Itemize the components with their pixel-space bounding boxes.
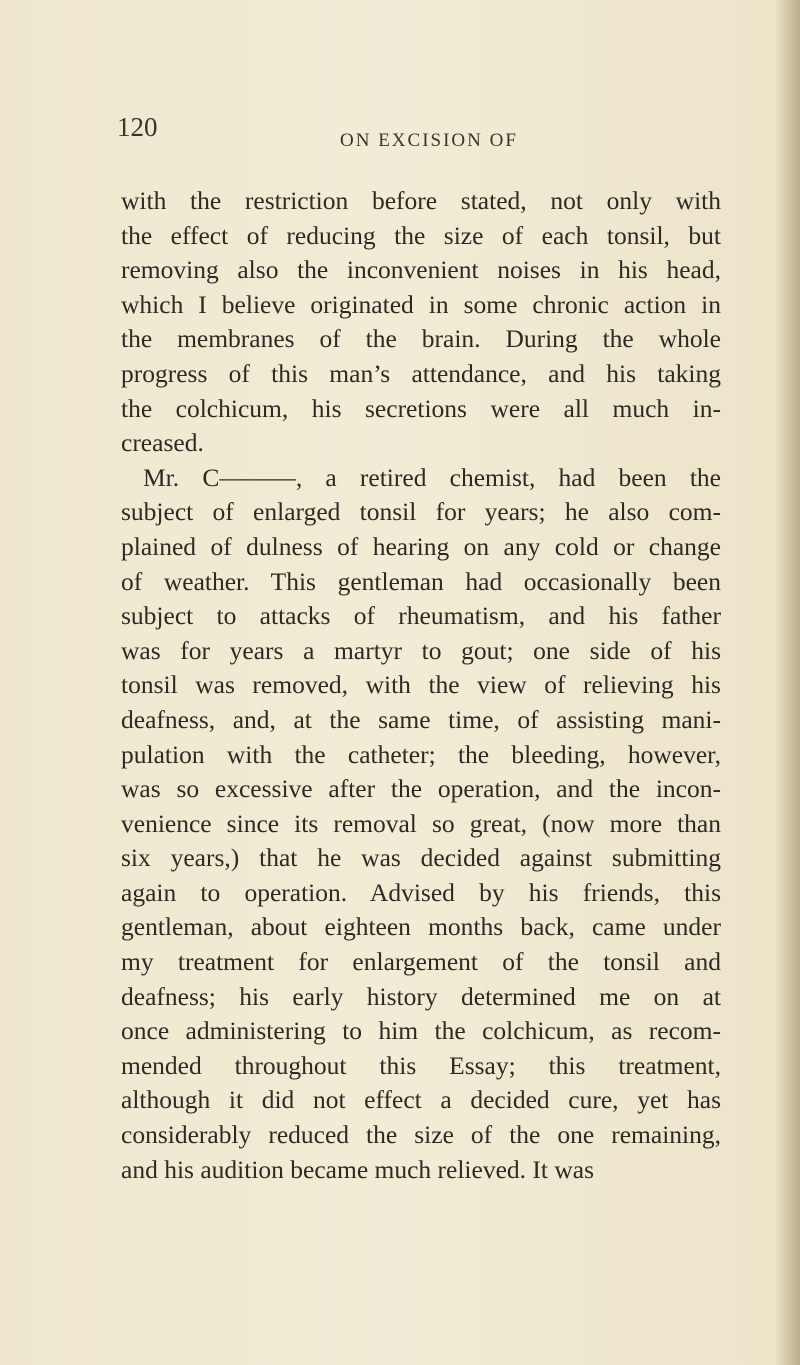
- text-line: again to operation. Advised by his friends, this: [121, 877, 721, 907]
- running-head: ON EXCISION OF: [340, 130, 518, 151]
- text-line: plained of dulness of hearing on any cold or change: [121, 531, 721, 561]
- text-line: Mr. C———, a retired chemist, had been the: [143, 462, 721, 492]
- text-line: the colchicum, his secretions were all much in-: [121, 393, 721, 423]
- text-line: once administering to him the colchicum, as recom-: [121, 1016, 721, 1046]
- text-line: six years,) that he was decided against submitting: [121, 843, 721, 873]
- text-line: my treatment for enlargement of the tonsil and: [121, 947, 721, 977]
- text-line: subject to attacks of rheumatism, and his father: [121, 601, 721, 631]
- text-line: venience since its removal so great, (now more than: [121, 808, 721, 838]
- text-line: was for years a martyr to gout; one side of his: [121, 635, 721, 665]
- text-line: tonsil was removed, with the view of relieving his: [121, 670, 721, 700]
- text-line: pulation with the catheter; the bleeding, however,: [121, 739, 721, 769]
- text-line: creased.: [121, 428, 204, 458]
- text-line: progress of this man’s attendance, and his taking: [121, 358, 721, 388]
- text-line: which I believe originated in some chronic action in: [121, 289, 721, 319]
- text-line: removing also the inconvenient noises in his head,: [121, 255, 721, 285]
- text-line: although it did not effect a decided cure, yet has: [121, 1085, 721, 1115]
- text-line: and his audition became much relieved. It was: [121, 1154, 595, 1184]
- text-line: with the restriction before stated, not only with: [121, 186, 721, 215]
- text-line: gentleman, about eighteen months back, came under: [121, 912, 721, 942]
- body-text: [121, 184, 721, 1187]
- text-line: the membranes of the brain. During the whole: [121, 324, 721, 354]
- text-line: of weather. This gentleman had occasionally been: [121, 566, 721, 596]
- text-line: deafness, and, at the same time, of assisting mani-: [121, 704, 721, 734]
- text-line: considerably reduced the size of the one remaining,: [121, 1120, 721, 1150]
- text-line: deafness; his early history determined me on at: [121, 981, 721, 1011]
- page-edge-shadow: [774, 0, 800, 1365]
- text-line: was so excessive after the operation, and the incon-: [121, 774, 721, 804]
- page-number: 120: [117, 112, 158, 142]
- text-line: subject of enlarged tonsil for years; he also com-: [121, 497, 721, 527]
- text-line: the effect of reducing the size of each tonsil, but: [121, 220, 721, 250]
- text-line: mended throughout this Essay; this treatment,: [121, 1050, 721, 1080]
